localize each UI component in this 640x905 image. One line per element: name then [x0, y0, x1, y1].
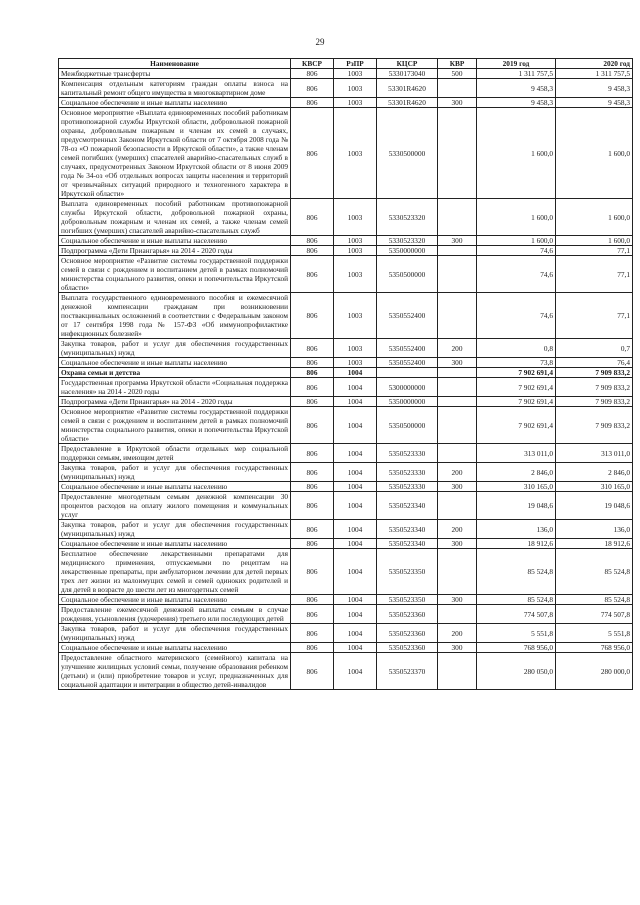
- cell-rzpr: 1003: [334, 199, 377, 236]
- cell-year-2019: 85 524,8: [477, 595, 556, 605]
- cell-year-2020: 7 909 833,2: [556, 397, 633, 407]
- cell-year-2020: 774 507,8: [556, 605, 633, 624]
- header-kvr: КВР: [438, 59, 477, 69]
- cell-kvr: [438, 256, 477, 293]
- cell-kvsr: 806: [291, 605, 334, 624]
- cell-kcsr: 5350523360: [377, 643, 438, 653]
- header-year-2019: 2019 год: [477, 59, 556, 69]
- cell-kcsr: 5350552400: [377, 358, 438, 368]
- cell-kvsr: 806: [291, 643, 334, 653]
- cell-name: Социальное обеспечение и иные выплаты населению: [59, 482, 291, 492]
- cell-kvsr: 806: [291, 549, 334, 595]
- cell-rzpr: 1004: [334, 378, 377, 397]
- cell-kvsr: 806: [291, 407, 334, 444]
- cell-year-2020: 0,7: [556, 339, 633, 358]
- cell-year-2019: 313 011,0: [477, 444, 556, 463]
- cell-name: Предоставление ежемесячной денежной выплаты семьям в случае рождения, усыновления (удочерения) третьего или последующих детей: [59, 605, 291, 624]
- table-row: [59, 549, 633, 595]
- cell-year-2019: 9 458,3: [477, 98, 556, 108]
- cell-kvr: [438, 246, 477, 256]
- cell-rzpr: 1004: [334, 397, 377, 407]
- cell-name: Основное мероприятие «Выплата единовременных пособий работникам противопожарной службы Иркутской области, добровольной пожарной охраны, добровольным пожарным и членам их семей в случаях, предусмотренных Законом Иркутской области от 7 октября 2008 года № 78-оз «О пожарной безопасности в Иркутской области», а также членам семей погибших (умерших) спасателей аварийно-спасательных служб в случаях, предусмотренных Законом Иркутской области от 8 июня 2009 года № 34-оз «Об отдельных вопросах защиты населения и территорий от чрезвычайных ситуаций природного и техногенного характера в Иркутской области»: [59, 108, 291, 199]
- cell-rzpr: 1003: [334, 79, 377, 98]
- cell-year-2020: 1 600,0: [556, 236, 633, 246]
- cell-kvsr: 806: [291, 69, 334, 79]
- cell-year-2019: 280 050,0: [477, 653, 556, 690]
- cell-year-2019: 85 524,8: [477, 549, 556, 595]
- cell-name: Закупка товаров, работ и услуг для обеспечения государственных (муниципальных) нужд: [59, 339, 291, 358]
- table-header-row: [59, 59, 633, 69]
- header-kcsr: КЦСР: [377, 59, 438, 69]
- cell-kvsr: 806: [291, 595, 334, 605]
- cell-year-2019: 74,6: [477, 256, 556, 293]
- cell-year-2020: 9 458,3: [556, 79, 633, 98]
- cell-name: Государственная программа Иркутской области «Социальная поддержка населения» на 2014 - 2020 годы: [59, 378, 291, 397]
- cell-name: Закупка товаров, работ и услуг для обеспечения государственных (муниципальных) нужд: [59, 463, 291, 482]
- cell-kcsr: 5350523360: [377, 605, 438, 624]
- cell-kvr: 300: [438, 236, 477, 246]
- cell-kvsr: 806: [291, 463, 334, 482]
- cell-year-2019: 1 600,0: [477, 199, 556, 236]
- cell-kvr: [438, 293, 477, 339]
- cell-year-2019: 74,6: [477, 246, 556, 256]
- cell-name: Предоставление многодетным семьям денежной компенсации 30 процентов расходов на оплату жилого помещения и коммунальных услуг: [59, 492, 291, 520]
- table-row: [59, 397, 633, 407]
- cell-kcsr: 5350000000: [377, 397, 438, 407]
- cell-year-2020: 7 909 833,2: [556, 378, 633, 397]
- cell-name: Основное мероприятие «Развитие системы государственной поддержки семей в связи с рождением и воспитанием детей в рамках полномочий министерства социального развития, опеки и попечительства Иркутской области»: [59, 256, 291, 293]
- cell-kvsr: 806: [291, 378, 334, 397]
- cell-year-2019: 74,6: [477, 293, 556, 339]
- cell-name: Межбюджетные трансферты: [59, 69, 291, 79]
- cell-year-2019: 1 311 757,5: [477, 69, 556, 79]
- cell-kvr: 200: [438, 463, 477, 482]
- cell-year-2019: 7 902 691,4: [477, 378, 556, 397]
- cell-kvr: 300: [438, 643, 477, 653]
- cell-name: Выплата государственного единовременного пособия и ежемесячной денежной компенсации гражданам при возникновении поствакцинальных осложнений в соответствии с Федеральным законом от 17 сентября 1998 года № 157-ФЗ «Об иммунопрофилактике инфекционных болезней»: [59, 293, 291, 339]
- header-rzpr: РзПР: [334, 59, 377, 69]
- cell-rzpr: 1004: [334, 605, 377, 624]
- cell-year-2020: 768 956,0: [556, 643, 633, 653]
- header-kvsr: КВСР: [291, 59, 334, 69]
- cell-kvr: [438, 397, 477, 407]
- cell-kvsr: 806: [291, 79, 334, 98]
- cell-name: Основное мероприятие «Развитие системы государственной поддержки семей в связи с рождением и воспитанием детей в рамках полномочий министерства социального развития, опеки и попечительства Иркутской области»: [59, 407, 291, 444]
- cell-year-2020: 85 524,8: [556, 595, 633, 605]
- cell-kvsr: 806: [291, 98, 334, 108]
- cell-year-2020: 18 912,6: [556, 539, 633, 549]
- cell-kvsr: 806: [291, 339, 334, 358]
- cell-kvsr: 806: [291, 236, 334, 246]
- cell-year-2020: 1 600,0: [556, 199, 633, 236]
- cell-name: Выплата единовременных пособий работникам противопожарной службы Иркутской области, добровольной пожарной охраны, добровольным пожарным и членам их семей, а также членам семей погибших (умерших) спасателей аварийно-спасательных служб: [59, 199, 291, 236]
- cell-year-2019: 1 600,0: [477, 236, 556, 246]
- cell-kvr: [438, 444, 477, 463]
- cell-kvr: [438, 378, 477, 397]
- cell-kvsr: 806: [291, 368, 334, 378]
- table-row: [59, 539, 633, 549]
- cell-kvsr: 806: [291, 653, 334, 690]
- cell-kcsr: [377, 368, 438, 378]
- cell-name: Предоставление в Иркутской области отдельных мер социальной поддержки семьям, имеющим детей: [59, 444, 291, 463]
- cell-kvsr: 806: [291, 492, 334, 520]
- cell-name: Социальное обеспечение и иные выплаты населению: [59, 236, 291, 246]
- cell-name: Компенсация отдельным категориям граждан оплаты взноса на капитальный ремонт общего имущества в многоквартирном доме: [59, 79, 291, 98]
- cell-kcsr: 5350523350: [377, 595, 438, 605]
- cell-kvsr: 806: [291, 256, 334, 293]
- cell-rzpr: 1004: [334, 643, 377, 653]
- table-row: [59, 246, 633, 256]
- cell-year-2019: 7 902 691,4: [477, 397, 556, 407]
- cell-name: Социальное обеспечение и иные выплаты населению: [59, 643, 291, 653]
- cell-kvr: 200: [438, 520, 477, 539]
- cell-year-2019: 7 902 691,4: [477, 407, 556, 444]
- cell-name: Подпрограмма «Дети Приангарья» на 2014 - 2020 годы: [59, 246, 291, 256]
- cell-kvsr: 806: [291, 246, 334, 256]
- cell-kvr: 500: [438, 69, 477, 79]
- table-row: [59, 653, 633, 690]
- cell-rzpr: 1003: [334, 339, 377, 358]
- cell-rzpr: 1004: [334, 624, 377, 643]
- cell-year-2020: 76,4: [556, 358, 633, 368]
- cell-name: Социальное обеспечение и иные выплаты населению: [59, 595, 291, 605]
- cell-kvsr: 806: [291, 397, 334, 407]
- cell-kcsr: 5350552400: [377, 293, 438, 339]
- cell-year-2020: 77,1: [556, 293, 633, 339]
- table-row: [59, 482, 633, 492]
- cell-year-2019: 2 846,0: [477, 463, 556, 482]
- cell-kvsr: 806: [291, 520, 334, 539]
- cell-rzpr: 1004: [334, 595, 377, 605]
- cell-year-2020: 136,0: [556, 520, 633, 539]
- table-row: [59, 236, 633, 246]
- cell-rzpr: 1004: [334, 463, 377, 482]
- header-year-2020: 2020 год: [556, 59, 633, 69]
- cell-kcsr: 5350523360: [377, 624, 438, 643]
- cell-name: Закупка товаров, работ и услуг для обеспечения государственных (муниципальных) нужд: [59, 520, 291, 539]
- cell-kcsr: 5350523350: [377, 549, 438, 595]
- cell-rzpr: 1004: [334, 444, 377, 463]
- cell-rzpr: 1003: [334, 256, 377, 293]
- cell-rzpr: 1004: [334, 482, 377, 492]
- cell-rzpr: 1004: [334, 653, 377, 690]
- cell-kcsr: 53301R4620: [377, 98, 438, 108]
- cell-year-2019: 1 600,0: [477, 108, 556, 199]
- budget-table: [58, 58, 633, 690]
- cell-rzpr: 1003: [334, 293, 377, 339]
- table-row: [59, 444, 633, 463]
- cell-kcsr: 5350500000: [377, 256, 438, 293]
- cell-rzpr: 1003: [334, 236, 377, 246]
- cell-year-2020: 7 909 833,2: [556, 368, 633, 378]
- cell-kcsr: 5330523320: [377, 236, 438, 246]
- cell-kvr: [438, 549, 477, 595]
- cell-rzpr: 1003: [334, 69, 377, 79]
- table-row: [59, 595, 633, 605]
- cell-name: Бесплатное обеспечение лекарственными препаратами для медицинского применения, отпускаемыми по рецептам на лекарственные препараты, при амбулаторном лечении для детей первых трех лет жизни из малоимущих семей и семей одиноких родителей и для детей в возрасте до шести лет из многодетных семей: [59, 549, 291, 595]
- cell-year-2019: 18 912,6: [477, 539, 556, 549]
- table-row: [59, 643, 633, 653]
- cell-name: Охрана семьи и детства: [59, 368, 291, 378]
- table-row: [59, 69, 633, 79]
- table-row: [59, 624, 633, 643]
- cell-rzpr: 1004: [334, 520, 377, 539]
- cell-rzpr: 1004: [334, 549, 377, 595]
- cell-year-2019: 0,8: [477, 339, 556, 358]
- header-name: Наименование: [59, 59, 291, 69]
- cell-year-2019: 774 507,8: [477, 605, 556, 624]
- table-row: [59, 293, 633, 339]
- cell-kcsr: 5350000000: [377, 246, 438, 256]
- cell-year-2019: 5 551,8: [477, 624, 556, 643]
- table-row: [59, 108, 633, 199]
- cell-kcsr: 5350523330: [377, 482, 438, 492]
- table-row: [59, 605, 633, 624]
- cell-kvr: 300: [438, 539, 477, 549]
- table-row: [59, 520, 633, 539]
- cell-kcsr: 5350500000: [377, 407, 438, 444]
- cell-kcsr: 5350523330: [377, 444, 438, 463]
- cell-year-2019: 9 458,3: [477, 79, 556, 98]
- table-row: [59, 256, 633, 293]
- cell-rzpr: 1004: [334, 492, 377, 520]
- cell-kvr: [438, 79, 477, 98]
- cell-name: Предоставление областного материнского (семейного) капитала на улучшение жилищных условий семьи, получение образования ребенком (детьми) и (или) приобретение товаров и услуг, предназначенных для социальной адаптации и интеграции в общество детей-инвалидов: [59, 653, 291, 690]
- table-row: [59, 407, 633, 444]
- cell-year-2019: 19 048,6: [477, 492, 556, 520]
- cell-rzpr: 1003: [334, 108, 377, 199]
- cell-kcsr: 5330173040: [377, 69, 438, 79]
- cell-year-2020: 9 458,3: [556, 98, 633, 108]
- cell-year-2019: 73,8: [477, 358, 556, 368]
- cell-kvr: 200: [438, 624, 477, 643]
- cell-rzpr: 1003: [334, 358, 377, 368]
- cell-year-2020: 310 165,0: [556, 482, 633, 492]
- cell-year-2019: 768 956,0: [477, 643, 556, 653]
- table-row: [59, 98, 633, 108]
- cell-year-2020: 77,1: [556, 256, 633, 293]
- table-row: [59, 492, 633, 520]
- cell-kvsr: 806: [291, 624, 334, 643]
- cell-year-2020: 85 524,8: [556, 549, 633, 595]
- cell-kvr: [438, 492, 477, 520]
- table-row: [59, 79, 633, 98]
- cell-kcsr: 5350523340: [377, 520, 438, 539]
- cell-year-2020: 313 011,0: [556, 444, 633, 463]
- page-number: 29: [315, 37, 325, 47]
- cell-kcsr: 5350523370: [377, 653, 438, 690]
- cell-rzpr: 1004: [334, 539, 377, 549]
- cell-kvr: [438, 605, 477, 624]
- cell-kvsr: 806: [291, 539, 334, 549]
- cell-kvsr: 806: [291, 293, 334, 339]
- cell-kvr: 200: [438, 339, 477, 358]
- cell-kcsr: 5330500000: [377, 108, 438, 199]
- table-row: [59, 358, 633, 368]
- cell-rzpr: 1003: [334, 246, 377, 256]
- cell-rzpr: 1004: [334, 368, 377, 378]
- cell-year-2019: 136,0: [477, 520, 556, 539]
- cell-kvsr: 806: [291, 108, 334, 199]
- cell-kcsr: 53301R4620: [377, 79, 438, 98]
- cell-kcsr: 5350523340: [377, 539, 438, 549]
- cell-year-2019: 7 902 691,4: [477, 368, 556, 378]
- table-row: [59, 378, 633, 397]
- cell-year-2020: 2 846,0: [556, 463, 633, 482]
- cell-year-2020: 77,1: [556, 246, 633, 256]
- table-row: [59, 199, 633, 236]
- cell-rzpr: 1003: [334, 98, 377, 108]
- table-row: [59, 368, 633, 378]
- cell-kcsr: 5330523320: [377, 199, 438, 236]
- cell-name: Социальное обеспечение и иные выплаты населению: [59, 98, 291, 108]
- cell-kcsr: 5350523330: [377, 463, 438, 482]
- cell-kvsr: 806: [291, 358, 334, 368]
- cell-name: Закупка товаров, работ и услуг для обеспечения государственных (муниципальных) нужд: [59, 624, 291, 643]
- cell-name: Социальное обеспечение и иные выплаты населению: [59, 539, 291, 549]
- table-row: [59, 339, 633, 358]
- cell-kcsr: 5300000000: [377, 378, 438, 397]
- cell-year-2020: 7 909 833,2: [556, 407, 633, 444]
- cell-kvr: 300: [438, 482, 477, 492]
- cell-kcsr: 5350523340: [377, 492, 438, 520]
- cell-kvr: 300: [438, 358, 477, 368]
- cell-kvsr: 806: [291, 199, 334, 236]
- table-row: [59, 463, 633, 482]
- table-body: [59, 69, 633, 690]
- cell-kvsr: 806: [291, 444, 334, 463]
- cell-kcsr: 5350552400: [377, 339, 438, 358]
- cell-name: Подпрограмма «Дети Приангарья» на 2014 - 2020 годы: [59, 397, 291, 407]
- cell-year-2020: 19 048,6: [556, 492, 633, 520]
- cell-year-2020: 5 551,8: [556, 624, 633, 643]
- cell-year-2020: 280 000,0: [556, 653, 633, 690]
- cell-kvr: [438, 199, 477, 236]
- cell-rzpr: 1004: [334, 407, 377, 444]
- cell-kvr: 300: [438, 98, 477, 108]
- cell-kvr: 300: [438, 595, 477, 605]
- cell-kvr: [438, 653, 477, 690]
- cell-kvr: [438, 108, 477, 199]
- cell-year-2020: 1 311 757,5: [556, 69, 633, 79]
- cell-kvr: [438, 368, 477, 378]
- cell-name: Социальное обеспечение и иные выплаты населению: [59, 358, 291, 368]
- cell-year-2019: 310 165,0: [477, 482, 556, 492]
- cell-kvsr: 806: [291, 482, 334, 492]
- cell-year-2020: 1 600,0: [556, 108, 633, 199]
- cell-kvr: [438, 407, 477, 444]
